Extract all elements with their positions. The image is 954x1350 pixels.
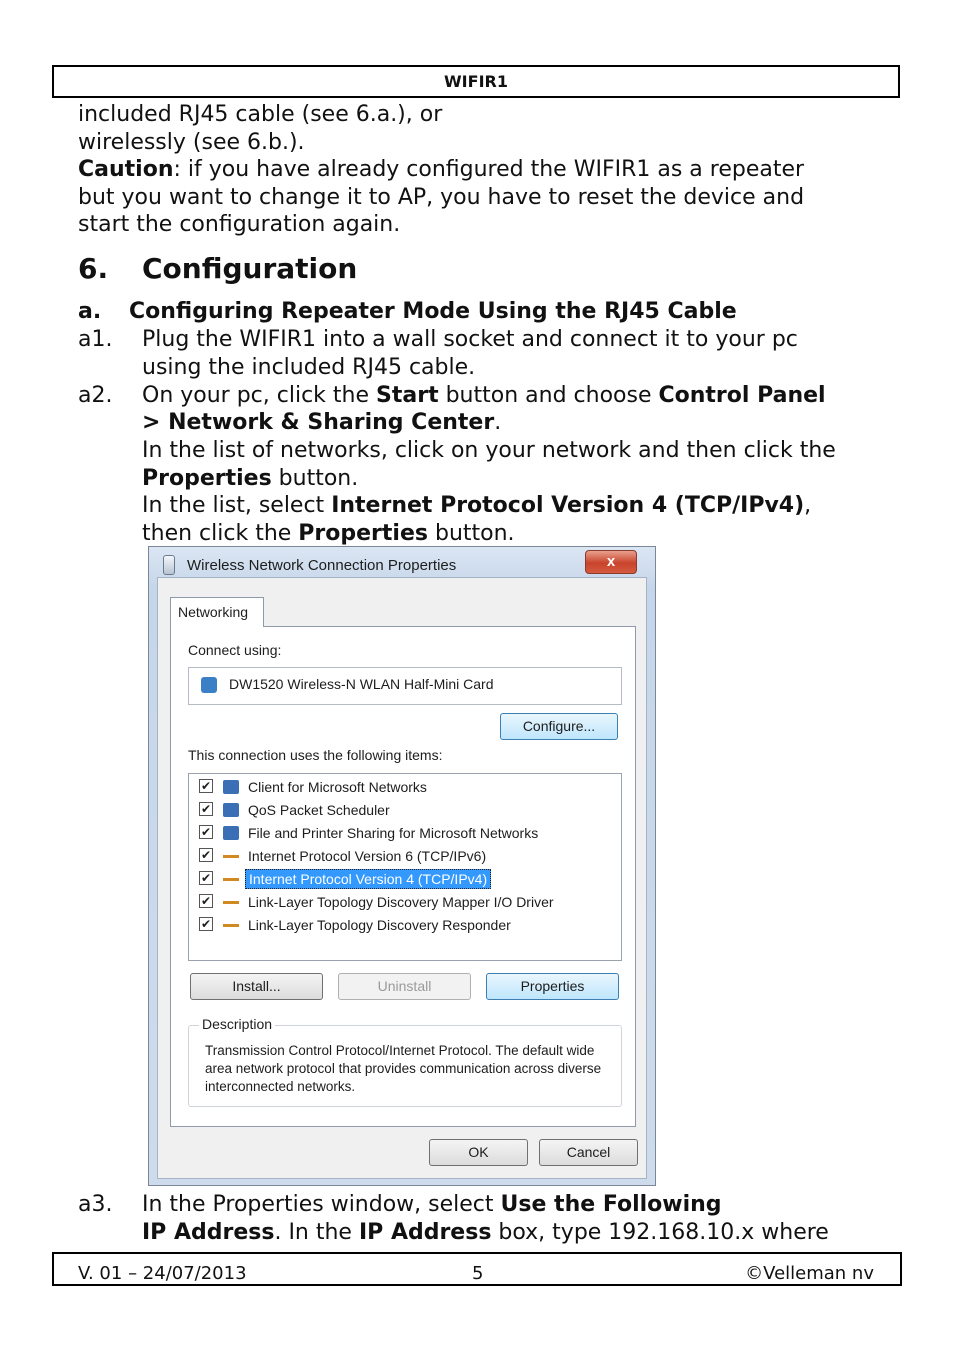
caution-label: Caution — [78, 157, 174, 182]
description-label: Description — [199, 1016, 275, 1032]
section-number: 6. — [78, 252, 109, 285]
networking-panel — [170, 626, 636, 1127]
adapter-name: DW1520 Wireless-N WLAN Half-Mini Card — [229, 676, 494, 692]
step-a2-line-3: In the list of networks, click on your network and then click the — [142, 438, 836, 463]
checkbox-checked[interactable]: ✔ — [200, 917, 212, 931]
bold-text: > Network & Sharing Center — [142, 410, 495, 435]
step-a3-line-1 — [142, 1191, 722, 1219]
step-a1-number: a1. — [78, 327, 113, 352]
page-header — [52, 65, 900, 98]
step-a2-line-5 — [142, 492, 811, 520]
properties-button[interactable]: Properties — [486, 973, 619, 1000]
text: On your pc, click the — [142, 383, 377, 408]
step-a2-number: a2. — [78, 383, 113, 408]
section-title: Configuration — [142, 252, 358, 285]
text: then click the — [142, 521, 299, 546]
intro-line-2: wirelessly (see 6.b.). — [78, 130, 305, 155]
dialog-title: Wireless Network Connection Properties — [187, 557, 457, 574]
items-label: This connection uses the following items: — [188, 747, 443, 763]
item-label: Link-Layer Topology Discovery Responder — [248, 917, 511, 933]
step-a3-line-2 — [142, 1219, 829, 1247]
bold-text: IP Address — [142, 1220, 275, 1245]
step-a1-line-2: using the included RJ45 cable. — [142, 355, 476, 380]
protocol-icon — [223, 878, 239, 881]
item-label: Link-Layer Topology Discovery Mapper I/O Driver — [248, 894, 554, 910]
item-label: Internet Protocol Version 4 (TCP/IPv4) — [245, 869, 491, 889]
network-card-icon — [201, 677, 217, 693]
checkbox-checked[interactable]: ✔ — [200, 848, 212, 862]
install-button[interactable]: Install... — [190, 973, 323, 1000]
caution-text-1: : if you have already configured the WIFIR1 as a repeater — [173, 157, 805, 182]
subsection-letter: a. — [78, 299, 102, 324]
bold-text: Start — [376, 383, 439, 408]
text: In the Properties window, select — [142, 1192, 501, 1217]
page-number: 5 — [472, 1263, 484, 1284]
caution-text-3: start the configuration again. — [78, 212, 401, 237]
step-a2-line-6 — [142, 520, 515, 548]
item-label: QoS Packet Scheduler — [248, 802, 390, 818]
description-group — [188, 1016, 622, 1107]
dialog-body — [157, 577, 647, 1179]
step-a1-line-1: Plug the WIFIR1 into a wall socket and connect it to your pc — [142, 327, 798, 352]
caution-paragraph — [78, 156, 804, 184]
step-a2-line-2 — [142, 409, 501, 437]
text: box, type 192.168.10.x where — [491, 1220, 829, 1245]
checkbox-checked[interactable]: ✔ — [200, 779, 212, 793]
bold-text: IP Address — [358, 1220, 492, 1245]
adapter-field — [188, 667, 622, 705]
text: button. — [271, 466, 359, 491]
network-adapter-icon — [163, 555, 175, 575]
subsection-heading — [78, 299, 737, 324]
item-label: Internet Protocol Version 6 (TCP/IPv6) — [248, 848, 487, 864]
configure-button[interactable]: Configure... — [500, 713, 618, 740]
page-footer — [52, 1252, 902, 1286]
footer-copyright: ©Velleman nv — [745, 1263, 874, 1284]
protocol-icon — [223, 901, 239, 904]
uninstall-button[interactable]: Uninstall — [338, 973, 471, 1000]
bold-text: Use the Following — [500, 1192, 722, 1217]
step-a2-line-1 — [142, 382, 826, 410]
section-heading — [78, 252, 358, 285]
checkbox-checked[interactable]: ✔ — [200, 802, 212, 816]
bold-text: Properties — [142, 466, 272, 491]
text: . — [494, 410, 502, 435]
tab-networking[interactable]: Networking — [170, 597, 264, 627]
bold-text: Internet Protocol Version 4 (TCP/IPv4) — [331, 493, 805, 518]
text: button. — [427, 521, 515, 546]
text: , — [804, 493, 812, 518]
properties-dialog — [148, 546, 656, 1186]
items-list — [188, 773, 622, 961]
close-button[interactable]: x — [585, 550, 637, 574]
bold-text: Control Panel — [658, 383, 826, 408]
checkbox-checked[interactable]: ✔ — [200, 871, 212, 885]
checkbox-checked[interactable]: ✔ — [200, 825, 212, 839]
checkbox-checked[interactable]: ✔ — [200, 894, 212, 908]
network-service-icon — [223, 803, 239, 817]
network-client-icon — [223, 780, 239, 794]
item-label: Client for Microsoft Networks — [248, 779, 427, 795]
text: In the list, select — [142, 493, 332, 518]
step-a3-number: a3. — [78, 1192, 113, 1217]
protocol-icon — [223, 855, 239, 858]
step-a2-line-4 — [142, 465, 358, 493]
text: . In the — [274, 1220, 359, 1245]
protocol-icon — [223, 924, 239, 927]
description-text: Transmission Control Protocol/Internet Protocol. The default wide area network protocol that provides communication across diverse interconnected networks. — [205, 1043, 602, 1094]
subsection-title: Configuring Repeater Mode Using the RJ45 Cable — [129, 299, 737, 324]
item-label: File and Printer Sharing for Microsoft Networks — [248, 825, 539, 841]
footer-version: V. 01 – 24/07/2013 — [78, 1263, 247, 1284]
network-service-icon — [223, 826, 239, 840]
connect-using-label: Connect using: — [188, 642, 282, 658]
cancel-button[interactable]: Cancel — [539, 1139, 638, 1166]
header-title: WIFIR1 — [444, 72, 508, 91]
bold-text: Properties — [298, 521, 428, 546]
intro-line-1: included RJ45 cable (see 6.a.), or — [78, 102, 443, 127]
ok-button[interactable]: OK — [429, 1139, 528, 1166]
caution-text-2: but you want to change it to AP, you have to reset the device and — [78, 185, 805, 210]
text: button and choose — [438, 383, 659, 408]
